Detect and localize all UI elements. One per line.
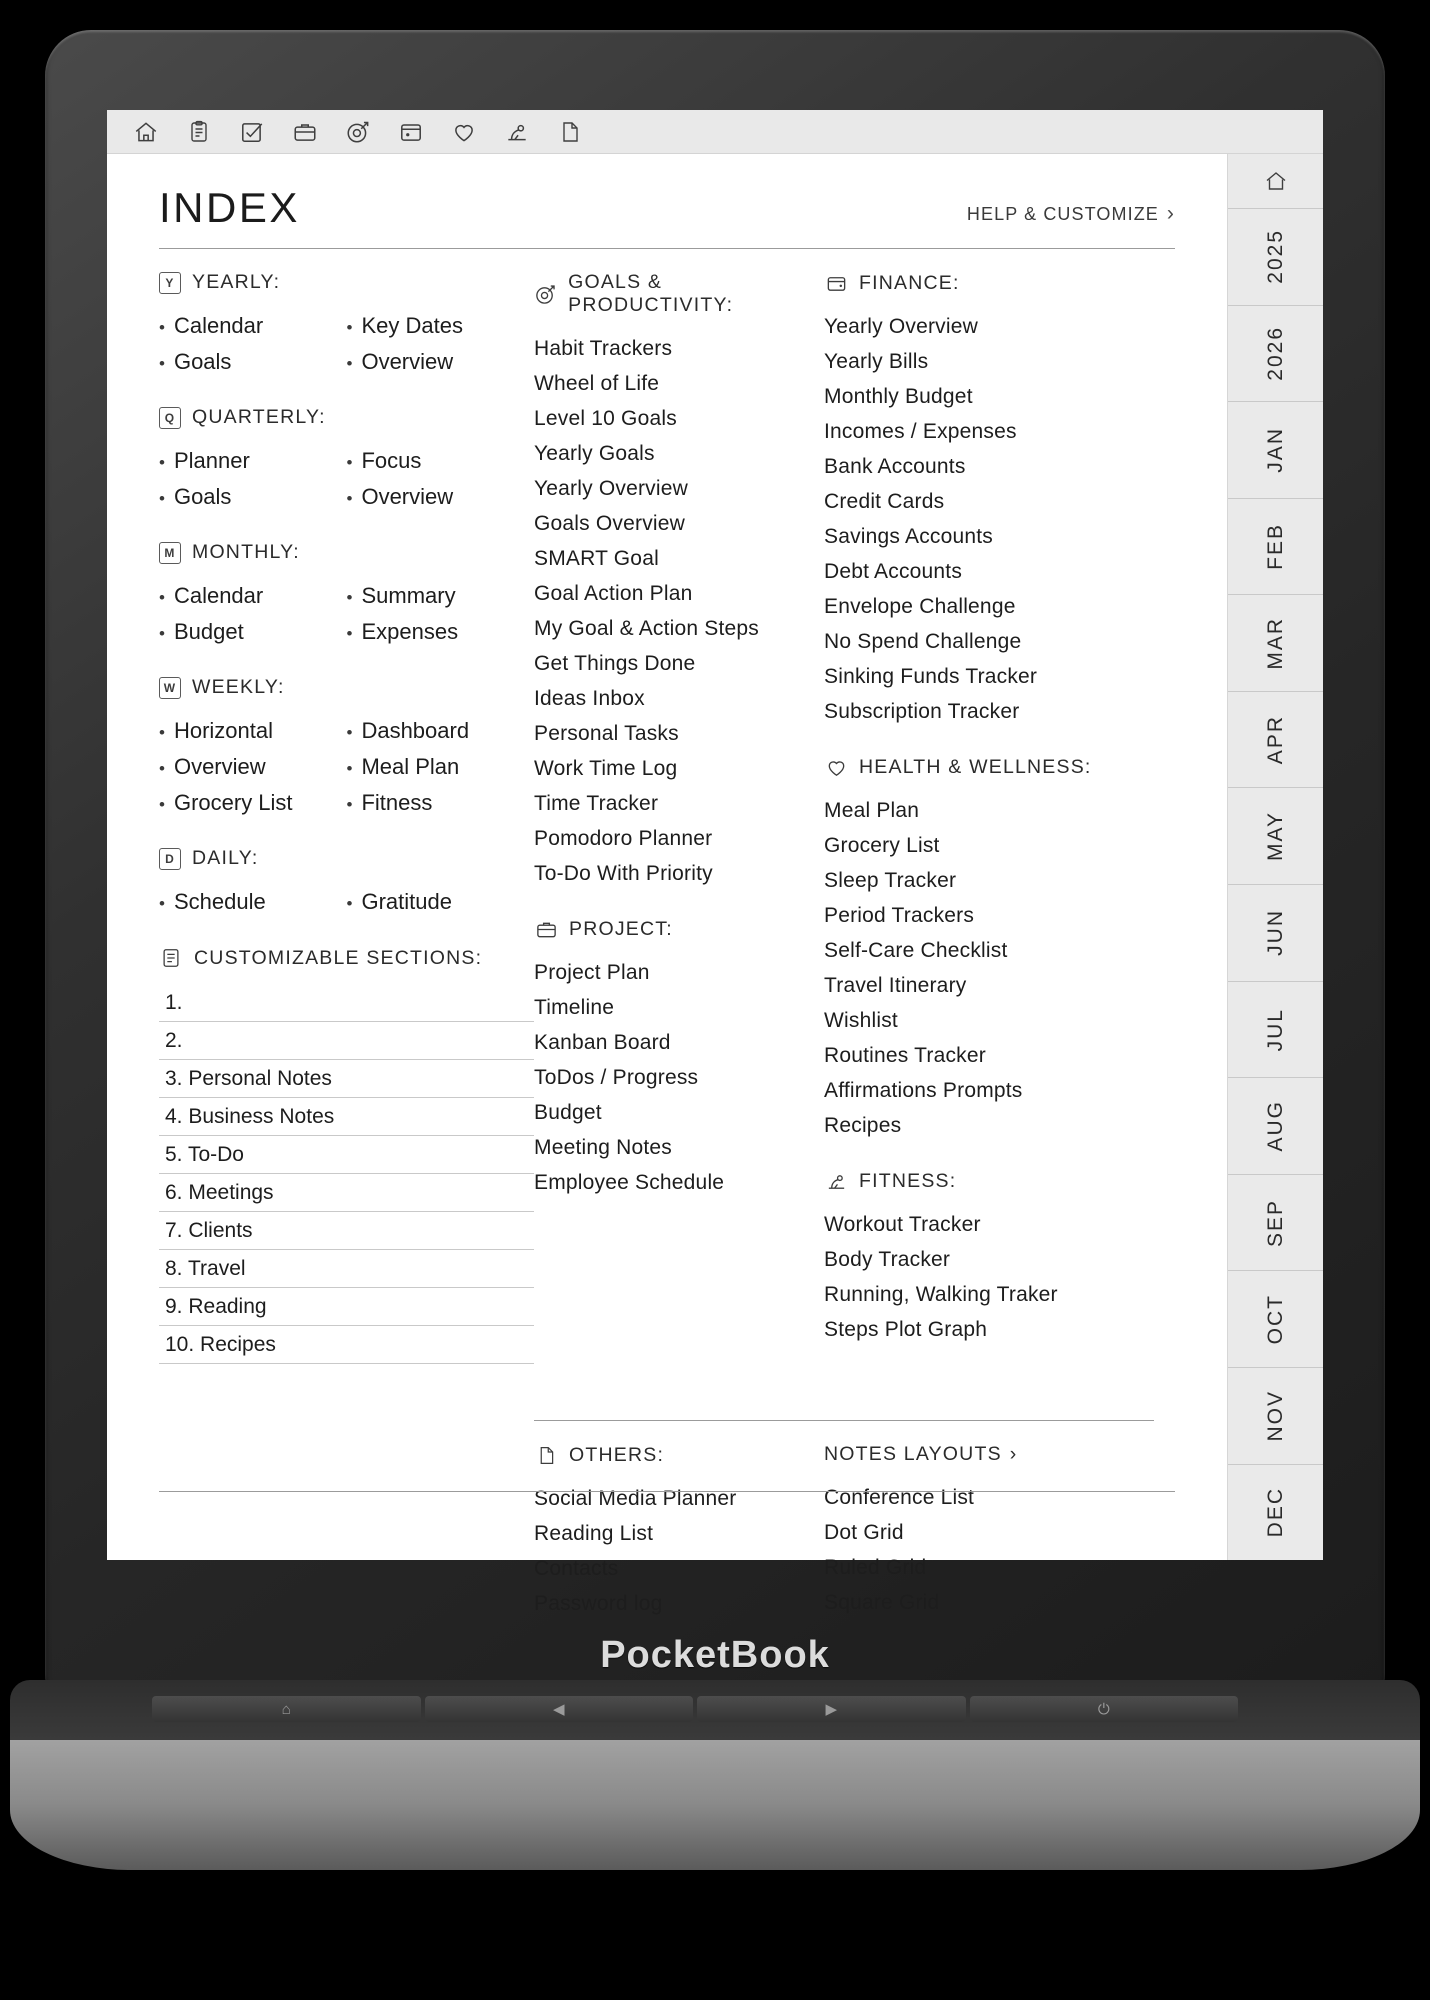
list-item[interactable]: Yearly Bills bbox=[824, 349, 929, 373]
list-item[interactable]: Incomes / Expenses bbox=[824, 419, 1017, 443]
section-yearly bbox=[159, 271, 534, 380]
list-item-label: Summary bbox=[361, 583, 456, 608]
help-customize-link[interactable] bbox=[967, 202, 1175, 232]
section-yearly-header bbox=[159, 271, 534, 294]
list-item[interactable]: ToDos / Progress bbox=[534, 1065, 699, 1089]
home-icon[interactable] bbox=[131, 117, 161, 147]
list-item-label: Overview bbox=[173, 754, 266, 779]
section-monthly bbox=[159, 541, 534, 650]
list-item-label: Goals bbox=[173, 349, 232, 374]
list-item[interactable]: Workout Tracker bbox=[824, 1212, 981, 1236]
section-finance-list bbox=[824, 309, 1124, 729]
list-item[interactable]: 5. To-Do bbox=[159, 1136, 534, 1174]
section-customizable-title: CUSTOMIZABLE SECTIONS: bbox=[194, 946, 483, 969]
list-item[interactable]: Dot Grid bbox=[824, 1520, 904, 1544]
bullet-icon: • bbox=[346, 453, 353, 472]
section-goals bbox=[534, 271, 824, 891]
briefcase-icon bbox=[534, 917, 558, 941]
index-columns bbox=[159, 271, 1175, 1390]
section-others-title: OTHERS: bbox=[569, 1443, 665, 1466]
list-item[interactable] bbox=[159, 578, 347, 614]
list-item[interactable]: Wishlist bbox=[824, 1008, 898, 1032]
section-customizable-header bbox=[159, 946, 534, 970]
list-item[interactable]: My Goal & Action Steps bbox=[534, 616, 760, 640]
list-item[interactable] bbox=[159, 443, 347, 479]
side-tab-label: AUG bbox=[1263, 1100, 1287, 1152]
list-item[interactable]: Kanban Board bbox=[534, 1030, 671, 1054]
side-tab-jun[interactable] bbox=[1228, 884, 1323, 981]
side-tab-dec[interactable] bbox=[1228, 1464, 1323, 1561]
section-daily-title: DAILY: bbox=[192, 847, 259, 869]
list-item[interactable]: Goals Overview bbox=[534, 511, 686, 535]
list-item[interactable]: Yearly Goals bbox=[534, 441, 655, 465]
quarterly-badge-icon: Q bbox=[159, 407, 181, 429]
bullet-icon: • bbox=[159, 894, 165, 913]
side-tab-aug[interactable] bbox=[1228, 1077, 1323, 1174]
list-item[interactable]: Work Time Log bbox=[534, 756, 678, 780]
side-tab-label: JUN bbox=[1263, 909, 1287, 957]
bullet-icon: • bbox=[346, 795, 353, 814]
list-item[interactable]: Wheel of Life bbox=[534, 371, 660, 395]
bullet-icon: • bbox=[159, 624, 165, 643]
side-tab-oct[interactable] bbox=[1228, 1270, 1323, 1367]
column-right bbox=[824, 271, 1124, 1390]
side-tab-label: MAR bbox=[1263, 616, 1287, 670]
section-customizable bbox=[159, 946, 534, 1364]
section-project-header bbox=[534, 917, 824, 941]
list-item-label: Focus bbox=[361, 448, 422, 473]
section-fitness-title: FITNESS: bbox=[859, 1169, 957, 1192]
list-item[interactable]: SMART Goal bbox=[534, 546, 659, 570]
list-item[interactable]: Habit Trackers bbox=[534, 336, 673, 360]
list-item[interactable] bbox=[159, 749, 347, 785]
list-item[interactable]: Yearly Overview bbox=[824, 314, 978, 338]
list-item[interactable]: 2. bbox=[159, 1022, 534, 1060]
list-item[interactable]: Travel Itinerary bbox=[824, 973, 967, 997]
list-item[interactable]: Ideas Inbox bbox=[534, 686, 645, 710]
list-item[interactable] bbox=[347, 884, 535, 920]
section-goals-list bbox=[534, 331, 824, 891]
bullet-icon: • bbox=[159, 723, 165, 742]
section-monthly-header bbox=[159, 541, 534, 564]
list-item[interactable]: Project Plan bbox=[534, 960, 650, 984]
target-icon[interactable] bbox=[343, 117, 373, 147]
side-tab-label: NOV bbox=[1263, 1389, 1287, 1442]
list-item[interactable] bbox=[347, 344, 535, 380]
list-item[interactable]: Debt Accounts bbox=[824, 559, 963, 583]
fitness-icon[interactable] bbox=[502, 117, 532, 147]
list-item-label: Calendar bbox=[173, 583, 264, 608]
next-page-hardware-button[interactable]: ▶ bbox=[697, 1696, 966, 1722]
list-item[interactable]: 8. Travel bbox=[159, 1250, 534, 1288]
list-item[interactable]: No Spend Challenge bbox=[824, 629, 1022, 653]
list-item[interactable]: Budget bbox=[534, 1100, 602, 1124]
list-item[interactable] bbox=[347, 713, 535, 749]
footer-divider bbox=[159, 1491, 1175, 1492]
side-tab-jan[interactable] bbox=[1228, 401, 1323, 498]
list-item-label: Expenses bbox=[361, 619, 459, 644]
checklist-icon[interactable] bbox=[237, 117, 267, 147]
section-quarterly bbox=[159, 406, 534, 515]
side-tab-may[interactable] bbox=[1228, 787, 1323, 884]
section-daily bbox=[159, 847, 534, 920]
section-fitness-list bbox=[824, 1207, 1124, 1347]
list-item-label: Horizontal bbox=[173, 718, 273, 743]
list-item[interactable]: Recipes bbox=[824, 1113, 902, 1137]
index-page bbox=[107, 154, 1227, 1615]
list-item[interactable]: Meal Plan bbox=[824, 798, 920, 822]
page-header bbox=[159, 184, 1175, 249]
list-item-label: Goals bbox=[173, 484, 232, 509]
list-item[interactable]: Meeting Notes bbox=[534, 1135, 673, 1159]
bullet-icon: • bbox=[159, 588, 165, 607]
section-health-header bbox=[824, 755, 1124, 779]
list-item[interactable] bbox=[159, 308, 347, 344]
list-item-label: Dashboard bbox=[361, 718, 470, 743]
calendar-icon[interactable] bbox=[396, 117, 426, 147]
list-item[interactable]: Monthly Budget bbox=[824, 384, 973, 408]
section-project-title: PROJECT: bbox=[569, 917, 673, 940]
list-item-label: Gratitude bbox=[361, 889, 452, 914]
list-item[interactable] bbox=[159, 479, 347, 515]
home-icon[interactable] bbox=[1228, 154, 1323, 208]
list-item[interactable] bbox=[159, 884, 347, 920]
list-item[interactable]: Yearly Overview bbox=[534, 476, 688, 500]
list-item[interactable]: Get Things Done bbox=[534, 651, 696, 675]
list-item[interactable]: Conference List bbox=[824, 1485, 975, 1509]
notes-layouts-title: NOTES LAYOUTS bbox=[824, 1443, 1002, 1465]
list-item[interactable]: To-Do With Priority bbox=[534, 861, 713, 885]
side-tab-jul[interactable] bbox=[1228, 981, 1323, 1078]
list-item[interactable]: Time Tracker bbox=[534, 791, 659, 815]
list-item[interactable] bbox=[347, 785, 535, 821]
side-tab-label: DEC bbox=[1263, 1487, 1287, 1538]
list-item-label: Planner bbox=[173, 448, 250, 473]
list-item[interactable]: Ruled Grid bbox=[824, 1555, 927, 1579]
side-tab-apr[interactable] bbox=[1228, 691, 1323, 788]
notes-icon[interactable] bbox=[184, 117, 214, 147]
list-item[interactable]: 3. Personal Notes bbox=[159, 1060, 534, 1098]
list-item[interactable]: Period Trackers bbox=[824, 903, 975, 927]
list-item[interactable]: Password log bbox=[534, 1591, 663, 1615]
section-health bbox=[824, 755, 1124, 1143]
side-tab-feb[interactable] bbox=[1228, 498, 1323, 595]
side-tab-label: OCT bbox=[1263, 1293, 1287, 1345]
list-item[interactable]: 6. Meetings bbox=[159, 1174, 534, 1212]
home-hardware-button[interactable]: ⌂ bbox=[152, 1696, 421, 1722]
list-item[interactable]: Sleep Tracker bbox=[824, 868, 957, 892]
side-tab-2025[interactable] bbox=[1228, 208, 1323, 305]
bullet-icon: • bbox=[159, 795, 165, 814]
list-item[interactable]: Subscription Tracker bbox=[824, 699, 1020, 723]
section-finance-header bbox=[824, 271, 1124, 295]
list-item[interactable]: Social Media Planner bbox=[534, 1486, 737, 1510]
list-item[interactable]: Credit Cards bbox=[824, 489, 945, 513]
list-item[interactable]: Reading List bbox=[534, 1521, 654, 1545]
column-middle bbox=[534, 271, 824, 1390]
list-item-label: Fitness bbox=[361, 790, 433, 815]
list-item[interactable] bbox=[347, 308, 535, 344]
daily-badge-icon: D bbox=[159, 848, 181, 870]
bullet-icon: • bbox=[346, 894, 353, 913]
list-item[interactable]: Routines Tracker bbox=[824, 1043, 986, 1067]
list-item[interactable]: Savings Accounts bbox=[824, 524, 993, 548]
list-item[interactable]: Body Tracker bbox=[824, 1247, 951, 1271]
list-item[interactable]: Envelope Challenge bbox=[824, 594, 1016, 618]
yearly-badge-icon: Y bbox=[159, 272, 181, 294]
list-item[interactable]: Steps Plot Graph bbox=[824, 1317, 988, 1341]
section-project-list bbox=[534, 955, 824, 1200]
help-customize-label: HELP & CUSTOMIZE bbox=[966, 203, 1159, 224]
bullet-icon: • bbox=[346, 588, 353, 607]
section-quarterly-header bbox=[159, 406, 534, 429]
monthly-badge-icon: M bbox=[159, 542, 181, 564]
bullet-icon: • bbox=[159, 453, 165, 472]
bullet-icon: • bbox=[346, 489, 353, 508]
side-tab-sep[interactable] bbox=[1228, 1174, 1323, 1271]
target-icon bbox=[534, 282, 557, 306]
section-goals-title: GOALS & PRODUCTIVITY: bbox=[568, 271, 734, 316]
list-item[interactable]: 10. Recipes bbox=[159, 1326, 534, 1364]
bullet-icon: • bbox=[159, 759, 165, 778]
side-tab-label: 2025 bbox=[1263, 229, 1287, 285]
ereader-device bbox=[45, 30, 1385, 1890]
bullet-icon: • bbox=[346, 354, 353, 373]
section-others-header bbox=[534, 1443, 824, 1467]
section-yearly-list bbox=[159, 308, 534, 380]
section-weekly-header bbox=[159, 676, 534, 699]
side-tab-label: JAN bbox=[1263, 427, 1287, 473]
list-item[interactable] bbox=[347, 578, 535, 614]
side-tab-label: 2026 bbox=[1263, 326, 1287, 381]
section-weekly bbox=[159, 676, 534, 821]
list-item[interactable]: Self-Care Checklist bbox=[824, 938, 1008, 962]
side-tab-label: FEB bbox=[1263, 523, 1287, 570]
bullet-icon: • bbox=[346, 723, 353, 742]
side-tab-mar[interactable] bbox=[1228, 594, 1323, 691]
device-stand bbox=[10, 1680, 1420, 1870]
chevron-right-icon: › bbox=[1166, 202, 1175, 225]
side-tab-nov[interactable] bbox=[1228, 1367, 1323, 1464]
side-tab-2026[interactable] bbox=[1228, 305, 1323, 402]
list-item-label: Grocery List bbox=[173, 790, 293, 815]
heart-icon bbox=[824, 755, 848, 779]
list-item[interactable] bbox=[159, 785, 347, 821]
section-weekly-title: WEEKLY: bbox=[192, 676, 285, 698]
brand-label: PocketBook bbox=[600, 1633, 830, 1676]
bullet-icon: • bbox=[346, 624, 353, 643]
bullet-icon: • bbox=[346, 318, 353, 337]
list-item[interactable]: Goal Action Plan bbox=[534, 581, 693, 605]
list-item[interactable]: Square Grid bbox=[824, 1590, 940, 1614]
power-hardware-button[interactable]: ⏻ bbox=[970, 1696, 1239, 1722]
heart-icon[interactable] bbox=[449, 117, 479, 147]
list-item[interactable]: 9. Reading bbox=[159, 1288, 534, 1326]
customizable-rows bbox=[159, 984, 534, 1364]
section-quarterly-title: QUARTERLY: bbox=[192, 406, 326, 428]
briefcase-icon[interactable] bbox=[290, 117, 320, 147]
list-item[interactable] bbox=[159, 713, 347, 749]
chevron-right-icon: › bbox=[1009, 1443, 1018, 1465]
section-goals-header bbox=[534, 271, 824, 317]
list-item[interactable] bbox=[159, 344, 347, 380]
lines-icon bbox=[159, 946, 183, 970]
page-icon bbox=[534, 1443, 558, 1467]
top-toolbar bbox=[107, 110, 1323, 154]
list-item[interactable] bbox=[347, 479, 535, 515]
weekly-badge-icon: W bbox=[159, 677, 181, 699]
side-tab-label: JUL bbox=[1263, 1007, 1287, 1052]
list-item-label: Meal Plan bbox=[361, 754, 460, 779]
list-item-label: Budget bbox=[173, 619, 244, 644]
section-monthly-title: MONTHLY: bbox=[192, 541, 300, 563]
section-fitness-header bbox=[824, 1169, 1124, 1193]
list-item[interactable] bbox=[347, 443, 535, 479]
list-item[interactable]: Sinking Funds Tracker bbox=[824, 664, 1038, 688]
side-tab-rail bbox=[1227, 154, 1323, 1560]
list-item[interactable]: Employee Schedule bbox=[534, 1170, 725, 1194]
hardware-button-row bbox=[150, 1696, 1240, 1726]
section-yearly-title: YEARLY: bbox=[192, 271, 281, 293]
device-screen bbox=[107, 110, 1323, 1615]
list-item[interactable]: Bank Accounts bbox=[824, 454, 966, 478]
bullet-icon: • bbox=[159, 354, 165, 373]
page-title: INDEX bbox=[159, 184, 300, 231]
list-item[interactable]: Timeline bbox=[534, 995, 615, 1019]
bullet-icon: • bbox=[159, 489, 165, 508]
side-tab-label: MAY bbox=[1263, 811, 1287, 862]
section-health-title: HEALTH & WELLNESS: bbox=[859, 755, 1092, 778]
list-item[interactable]: Affirmations Prompts bbox=[824, 1078, 1023, 1102]
list-item[interactable]: Running, Walking Traker bbox=[824, 1282, 1058, 1306]
prev-page-hardware-button[interactable]: ◀ bbox=[425, 1696, 694, 1722]
fitness-icon bbox=[824, 1169, 848, 1193]
list-item-label: Overview bbox=[361, 349, 454, 374]
list-item-label: Calendar bbox=[173, 313, 264, 338]
section-daily-header bbox=[159, 847, 534, 870]
list-item[interactable]: Pomodoro Planner bbox=[534, 826, 713, 850]
section-health-list bbox=[824, 793, 1124, 1143]
page-icon[interactable] bbox=[555, 117, 585, 147]
bullet-icon: • bbox=[159, 318, 165, 337]
list-item[interactable] bbox=[347, 614, 535, 650]
list-item[interactable]: 1. bbox=[159, 984, 534, 1022]
section-finance bbox=[824, 271, 1124, 729]
column-left bbox=[159, 271, 534, 1390]
list-item-label: Overview bbox=[361, 484, 454, 509]
list-item-label: Schedule bbox=[173, 889, 266, 914]
side-tab-label: APR bbox=[1263, 715, 1287, 765]
section-finance-title: FINANCE: bbox=[859, 271, 960, 294]
bullet-icon: • bbox=[346, 759, 353, 778]
section-fitness bbox=[824, 1169, 1124, 1347]
notes-layouts-header[interactable] bbox=[824, 1443, 1124, 1466]
list-item[interactable] bbox=[347, 749, 535, 785]
section-daily-list bbox=[159, 884, 534, 920]
list-item[interactable]: Level 10 Goals bbox=[534, 406, 677, 430]
list-item[interactable]: Personal Tasks bbox=[534, 721, 679, 745]
list-item[interactable]: Grocery List bbox=[824, 833, 940, 857]
side-tab-label: SEP bbox=[1263, 1198, 1287, 1247]
list-item[interactable] bbox=[159, 614, 347, 650]
wallet-icon bbox=[824, 271, 848, 295]
list-item[interactable]: Contacts bbox=[534, 1556, 619, 1580]
section-quarterly-list bbox=[159, 443, 534, 515]
section-project bbox=[534, 917, 824, 1200]
section-monthly-list bbox=[159, 578, 534, 650]
list-item[interactable]: 7. Clients bbox=[159, 1212, 534, 1250]
section-weekly-list bbox=[159, 713, 534, 821]
list-item[interactable]: 4. Business Notes bbox=[159, 1098, 534, 1136]
list-item-label: Key Dates bbox=[361, 313, 463, 338]
